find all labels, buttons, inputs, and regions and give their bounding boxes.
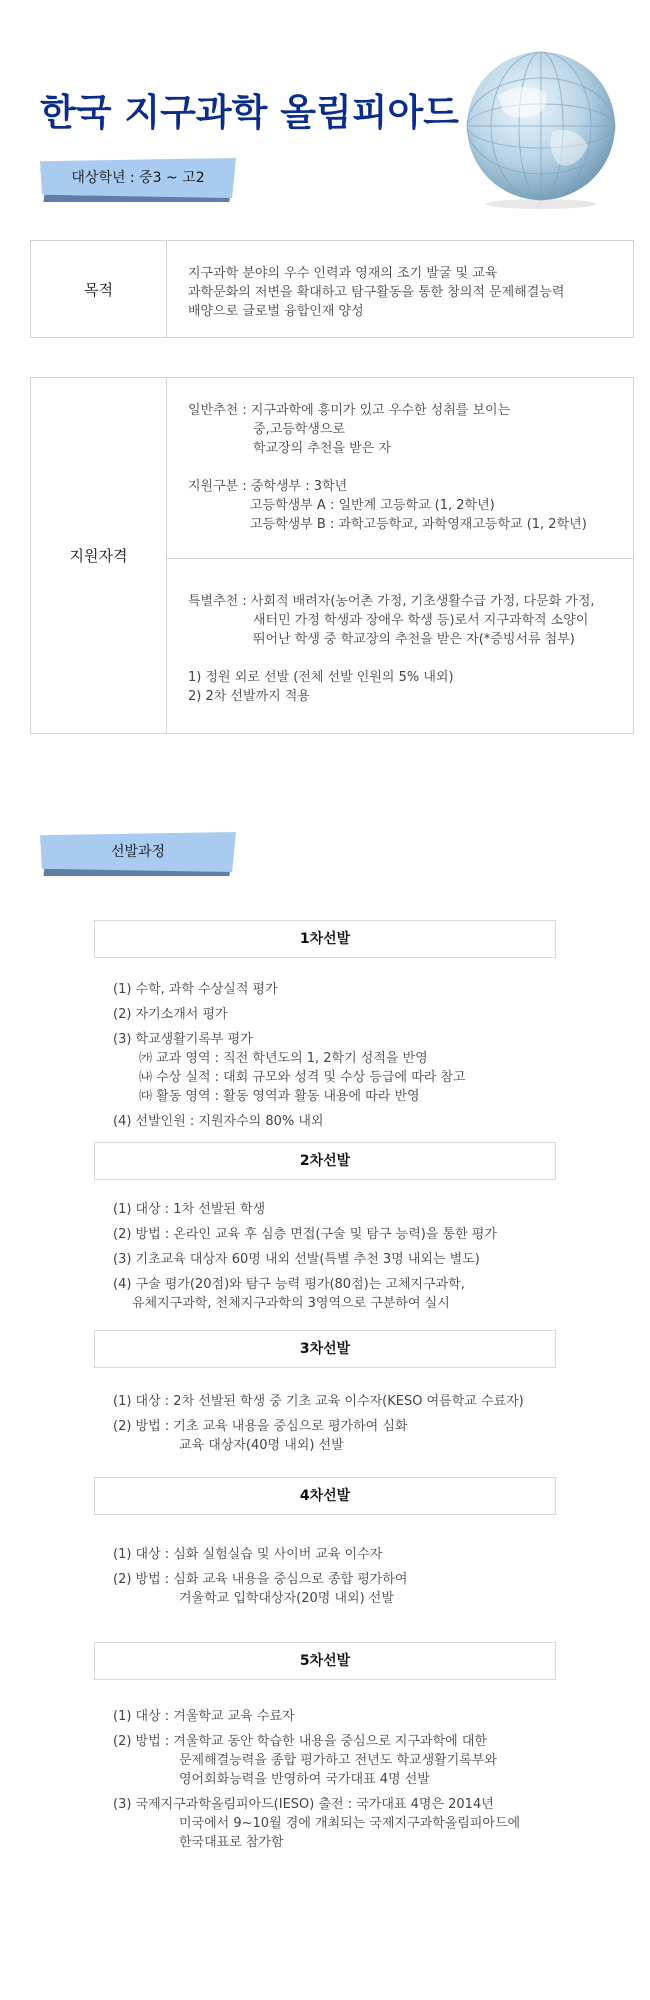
division-line: 지원구분 : 중학생부 : 3학년 <box>188 479 348 494</box>
general-line: 학교장의 추천을 받은 자 <box>253 441 391 456</box>
eligibility-table <box>30 377 634 734</box>
list-item-continued: 교육 대상자(40명 내외) 선발 <box>179 1438 344 1453</box>
stage1-title: 1차선발 <box>94 920 556 958</box>
list-item: (2) 방법 : 온라인 교육 후 심층 면접(구술 및 탐구 능력)을 통한 평가 <box>113 1227 497 1242</box>
list-item: (3) 기초교육 대상자 60명 내외 선발(특별 추천 3명 내외는 별도) <box>113 1252 480 1267</box>
general-line: 일반추천 : 지구과학에 흥미가 있고 우수한 성취를 보이는 <box>188 403 511 418</box>
list-item: (4) 구술 평가(20점)와 탐구 능력 평가(80점)는 고체지구과학, <box>113 1277 465 1292</box>
list-item: (1) 대상 : 심화 실험실습 및 사이버 교육 이수자 <box>113 1547 383 1562</box>
purpose-line: 배양으로 글로벌 융합인재 양성 <box>188 303 364 319</box>
globe-icon <box>458 46 624 212</box>
list-item-continued: 미국에서 9~10월 경에 개최되는 국제지구과학올림피아드에 <box>179 1816 521 1831</box>
general-line: 중,고등학생으로 <box>253 422 346 437</box>
list-item: (1) 수학, 과학 수상실적 평가 <box>113 982 278 997</box>
list-item: (4) 선발인원 : 지원자수의 80% 내외 <box>113 1114 324 1129</box>
eligibility-label: 지원자격 <box>31 378 167 734</box>
list-item-continued: 한국대표로 참가함 <box>179 1835 284 1850</box>
list-item: (3) 국제지구과학올림피아드(IESO) 출전 : 국가대표 4명은 2014년 <box>113 1797 494 1812</box>
stage5-title: 5차선발 <box>94 1642 556 1680</box>
stage1-list <box>113 980 466 1137</box>
stage4-list <box>113 1545 407 1608</box>
stage2-title: 2차선발 <box>94 1142 556 1180</box>
target-grade-label: 대상학년 : 중3 ~ 고2 <box>71 170 205 186</box>
purpose-table <box>30 240 634 338</box>
division-line: 고등학생부 B : 과학고등학교, 과학영재고등학교 (1, 2학년) <box>250 517 587 532</box>
list-subitem: ㈏ 수상 실적 : 대회 규모와 성격 및 수상 등급에 따라 참고 <box>139 1070 466 1085</box>
list-subitem: ㈎ 교과 영역 : 직전 학년도의 1, 2학기 성적을 반영 <box>139 1051 428 1066</box>
selection-label: 선발과정 <box>110 844 166 860</box>
stage3-list <box>113 1392 524 1455</box>
stage4-title: 4차선발 <box>94 1477 556 1515</box>
list-item: (2) 방법 : 겨울학교 동안 학습한 내용을 중심으로 지구과학에 대한 <box>113 1734 487 1749</box>
special-recommendation <box>167 559 634 734</box>
page-title: 한국 지구과학 올림피아드 <box>40 91 459 134</box>
purpose-line: 과학문화의 저변을 확대하고 탐구활동을 통한 창의적 문제해결능력 <box>188 284 565 300</box>
special-line: 새터민 가정 학생과 장애우 학생 등)로서 지구과학적 소양이 <box>253 613 589 628</box>
list-item: (2) 방법 : 기초 교육 내용을 중심으로 평가하여 심화 <box>113 1419 408 1434</box>
list-item: (1) 대상 : 1차 선발된 학생 <box>113 1202 266 1217</box>
list-item: (1) 대상 : 겨울학교 교육 수료자 <box>113 1709 295 1724</box>
list-item-continued: 겨울학교 입학대상자(20명 내외) 선발 <box>179 1591 394 1606</box>
stage2-list <box>113 1200 497 1313</box>
special-note: 1) 정원 외로 선발 (전체 선발 인원의 5% 내외) <box>188 670 454 685</box>
special-note: 2) 2차 선발까지 적용 <box>188 689 310 704</box>
general-recommendation <box>167 378 634 559</box>
stage5-list <box>113 1707 520 1852</box>
purpose-label: 목적 <box>31 241 167 338</box>
purpose-line: 지구과학 분야의 우수 인력과 영재의 조기 발굴 및 교육 <box>188 265 498 281</box>
list-item: (2) 자기소개서 평가 <box>113 1007 228 1022</box>
special-line: 특별추천 : 사회적 배려자(농어촌 가정, 기초생활수급 가정, 다문화 가정, <box>188 594 595 609</box>
list-item-continued: 문제해결능력을 종합 평가하고 전년도 학교생활기록부와 <box>179 1753 497 1768</box>
list-item: (2) 방법 : 심화 교육 내용을 중심으로 종합 평가하여 <box>113 1572 408 1587</box>
list-item: (1) 대상 : 2차 선발된 학생 중 기초 교육 이수자(KESO 여름학교 수료자) <box>113 1394 524 1409</box>
stage3-title: 3차선발 <box>94 1330 556 1368</box>
list-subitem: ㈐ 활동 영역 : 활동 영역과 활동 내용에 따라 반영 <box>139 1089 420 1104</box>
list-item-continued: 영어회화능력을 반영하여 국가대표 4명 선발 <box>179 1772 430 1787</box>
list-item-continued: 유체지구과학, 천체지구과학의 3영역으로 구분하여 실시 <box>132 1296 450 1311</box>
special-line: 뛰어난 학생 중 학교장의 추천을 받은 자(*증빙서류 첨부) <box>253 632 575 647</box>
division-line: 고등학생부 A : 일반계 고등학교 (1, 2학년) <box>250 498 495 513</box>
purpose-content <box>167 241 634 338</box>
list-item: (3) 학교생활기록부 평가 <box>113 1032 253 1047</box>
